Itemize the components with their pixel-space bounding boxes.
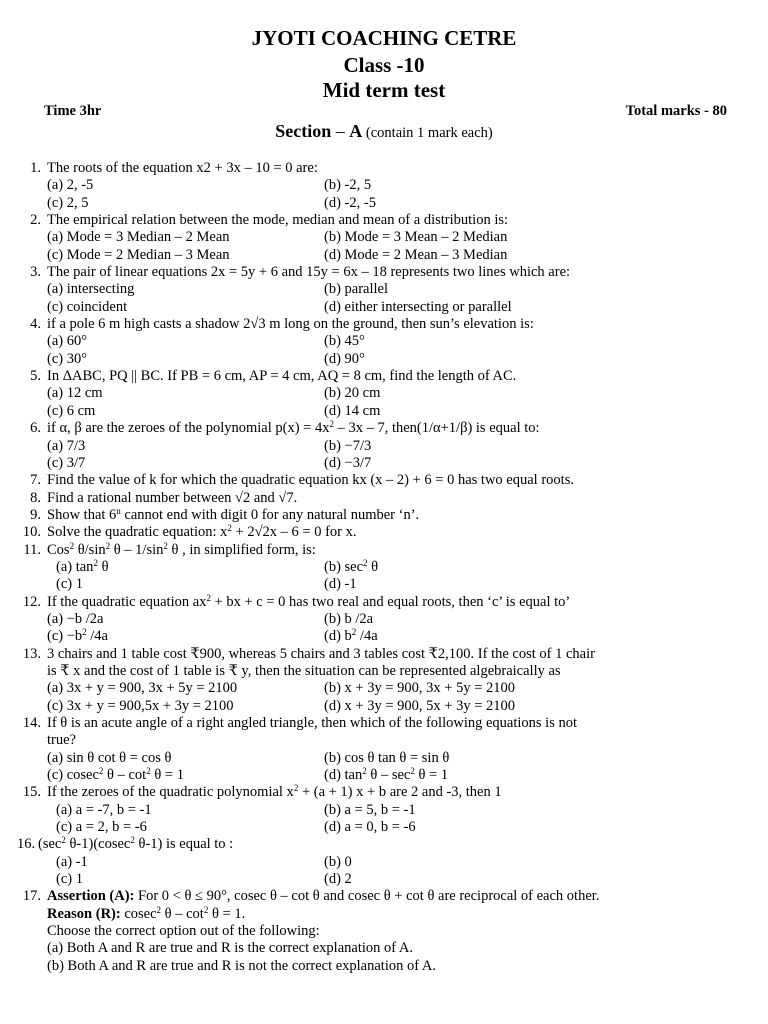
question-number: 10. xyxy=(22,524,41,541)
text-part: θ , in simplified form, is: xyxy=(167,541,316,558)
question-number: 3. xyxy=(30,264,41,281)
question-text xyxy=(47,524,357,541)
text-part: θ xyxy=(97,558,109,575)
option-a xyxy=(56,559,109,576)
exponent: 2 xyxy=(329,419,334,430)
question-text: The pair of linear equations 2x = 5y + 6 and 15y = 6x – 18 represents two lines which are: xyxy=(47,264,571,281)
option-a: (a) 3x + y = 900, 3x + 5y = 2100 xyxy=(47,680,238,697)
option-row xyxy=(0,299,768,316)
option-d: (d) -1 xyxy=(324,576,357,593)
text-part: If the zeroes of the quadratic polynomial x xyxy=(47,784,294,801)
exponent: 2 xyxy=(293,783,299,794)
exponent: 2 xyxy=(146,766,151,777)
text-part: (a) tan xyxy=(56,558,94,575)
option-d: (d) 14 cm xyxy=(324,402,381,419)
exam-title: Mid term test xyxy=(322,78,446,102)
text-part: θ – cot xyxy=(161,905,204,922)
class-title: Class -10 xyxy=(343,53,425,77)
exponent: 2 xyxy=(130,835,135,846)
question-9 xyxy=(0,507,768,524)
time-allowed: Time 3hr xyxy=(44,103,102,119)
question-number: 1. xyxy=(30,160,41,176)
assertion xyxy=(47,888,599,905)
option-row xyxy=(0,698,768,715)
question-12 xyxy=(0,594,768,611)
text-part: /4a xyxy=(86,628,108,645)
question-6 xyxy=(0,420,768,437)
exponent: 2 xyxy=(203,904,209,915)
option-d: (d) 2 xyxy=(324,871,352,888)
question-number: 4. xyxy=(30,316,41,333)
option-d: (d) 90° xyxy=(324,350,365,367)
option-b: (b) 45° xyxy=(324,333,365,350)
option-b xyxy=(324,559,378,576)
option-c xyxy=(47,628,108,645)
question-number: 6. xyxy=(30,420,41,437)
question-number: 16. xyxy=(17,836,36,853)
option-d xyxy=(324,767,448,784)
text-part: (sec xyxy=(38,836,62,853)
section-heading xyxy=(0,121,768,142)
question-8 xyxy=(0,490,768,507)
text-part: θ – 1/sin xyxy=(110,541,164,558)
question-number: 2. xyxy=(30,212,41,229)
question-number: 5. xyxy=(30,368,41,385)
question-text xyxy=(47,784,502,801)
text-part: If the quadratic equation ax xyxy=(47,593,207,610)
section-label: Section xyxy=(275,121,332,141)
option-a: (a) 2, -5 xyxy=(47,177,94,194)
option-c: (c) 3x + y = 900,5x + 3y = 2100 xyxy=(47,697,234,714)
question-17 xyxy=(0,888,768,905)
exponent: 2 xyxy=(61,835,66,846)
question-14 xyxy=(0,715,768,732)
text-part: (b) sec xyxy=(324,558,364,575)
text-part: θ/sin xyxy=(74,541,106,558)
text-part: θ = 1 xyxy=(414,767,449,784)
question-number: 7. xyxy=(30,472,41,489)
option-c: (c) coincident xyxy=(47,298,128,315)
text-part: (c) −b xyxy=(47,628,83,645)
text-part: θ = 1. xyxy=(208,905,246,922)
instruction-text: Choose the correct option out of the following: xyxy=(47,923,320,940)
option-a: (a) 7/3 xyxy=(47,437,86,454)
section-note: (contain 1 mark each) xyxy=(362,125,493,141)
text-part: + (a + 1) x + b are 2 and -3, then 1 xyxy=(298,784,502,801)
text-part: – 3x – 7, then(1/α+1/β) is equal to: xyxy=(333,420,540,437)
option-row xyxy=(0,958,768,975)
exponent: 2 xyxy=(82,627,87,638)
option-row xyxy=(0,177,768,194)
exponent: 2 xyxy=(362,766,367,777)
question-text: The roots of the equation x2 + 3x – 10 = 0 are: xyxy=(47,160,318,176)
question-16 xyxy=(0,836,768,853)
exponent: 2 xyxy=(156,904,162,915)
exponent: 2 xyxy=(163,540,168,551)
question-number: 9. xyxy=(30,506,41,523)
option-row xyxy=(0,871,768,888)
option-d: (d) −3/7 xyxy=(324,454,372,471)
option-row xyxy=(0,628,768,645)
question-text xyxy=(47,594,570,611)
question-3 xyxy=(0,264,768,281)
text-part: cannot end with digit 0 for any natural number ‘n’. xyxy=(120,506,420,523)
text-part: (d) b xyxy=(324,628,352,645)
question-text: Find a rational number between √2 and √7. xyxy=(47,489,298,506)
text-part: cosec xyxy=(120,905,157,922)
option-c: (c) 1 xyxy=(56,576,83,593)
option-a: (a) Both A and R are true and R is the correct explanation of A. xyxy=(47,940,414,957)
question-text: The empirical relation between the mode, median and mean of a distribution is: xyxy=(47,212,509,229)
text-part: Show that 6 xyxy=(47,506,117,523)
question-text: If θ is an acute angle of a right angled triangle, then which of the following equations is not xyxy=(47,715,578,731)
option-d: (d) either intersecting or parallel xyxy=(324,298,512,315)
option-c: (c) 6 cm xyxy=(47,402,96,419)
exponent: 2 xyxy=(227,523,232,534)
option-c: (c) Mode = 2 Median – 3 Mean xyxy=(47,246,230,263)
question-text: if a pole 6 m high casts a shadow 2√3 m long on the ground, then sun’s elevation is: xyxy=(47,316,534,333)
option-b: (b) b /2a xyxy=(324,610,374,627)
section-separator: – xyxy=(331,121,350,141)
question-4 xyxy=(0,316,768,333)
option-a: (a) 60° xyxy=(47,333,88,350)
option-a: (a) sin θ cot θ = cos θ xyxy=(47,749,172,766)
option-row xyxy=(0,403,768,420)
question-11 xyxy=(0,542,768,559)
text-part: (c) cosec xyxy=(47,767,99,784)
option-b: (b) 0 xyxy=(324,853,352,870)
option-d: (d) x + 3y = 900, 5x + 3y = 2100 xyxy=(324,697,515,714)
text-part: (d) tan xyxy=(324,767,363,784)
question-text: 3 chairs and 1 table cost ₹900, whereas 5 chairs and 3 tables cost ₹2,100. If the cost of 1 chair xyxy=(47,645,595,662)
exponent: n xyxy=(116,505,121,516)
question-13 xyxy=(0,646,768,663)
option-row xyxy=(0,576,768,593)
text-part: θ = 1 xyxy=(150,767,184,784)
option-row xyxy=(0,229,768,246)
option-row xyxy=(0,767,768,784)
question-2 xyxy=(0,212,768,229)
question-number: 12. xyxy=(22,593,41,610)
option-a: (a) −b /2a xyxy=(47,610,104,627)
question-number: 17. xyxy=(22,888,41,905)
exponent: 2 xyxy=(410,766,415,777)
institute-name: JYOTI COACHING CETRE xyxy=(251,26,517,50)
question-text xyxy=(38,836,233,853)
option-row xyxy=(0,559,768,576)
text-part: θ xyxy=(367,558,379,575)
question-text xyxy=(47,507,419,524)
option-c: (c) 1 xyxy=(56,871,83,888)
option-d xyxy=(324,628,378,645)
option-b: (b) 20 cm xyxy=(324,385,381,402)
section-letter: A xyxy=(349,121,363,141)
option-a: (a) a = -7, b = -1 xyxy=(56,801,152,818)
option-row xyxy=(0,854,768,871)
question-number: 8. xyxy=(30,489,41,506)
question-10 xyxy=(0,524,768,541)
option-row xyxy=(0,247,768,264)
option-row xyxy=(0,438,768,455)
question-text: true? xyxy=(47,732,76,749)
option-c xyxy=(47,767,184,784)
question-text-continued xyxy=(0,663,768,680)
option-row xyxy=(0,819,768,836)
option-b: (b) cos θ tan θ = sin θ xyxy=(324,749,450,766)
text-part: θ-1)(cosec xyxy=(65,836,131,853)
text-part: θ-1) is equal to : xyxy=(134,836,234,853)
option-b: (b) x + 3y = 900, 3x + 5y = 2100 xyxy=(324,680,515,697)
assertion-text: For 0 < θ ≤ 90°, cosec θ – cot θ and cosec θ + cot θ are reciprocal of each other. xyxy=(134,888,600,905)
option-b: (b) −7/3 xyxy=(324,437,372,454)
option-c: (c) 3/7 xyxy=(47,454,86,471)
option-row xyxy=(0,351,768,368)
option-a: (a) 12 cm xyxy=(47,385,103,402)
question-7 xyxy=(0,472,768,489)
option-a: (a) -1 xyxy=(56,853,88,870)
text-part: /4a xyxy=(356,628,378,645)
question-text: Find the value of k for which the quadratic equation kx (x – 2) + 6 = 0 has two equal roots. xyxy=(47,472,574,489)
reason-label: Reason (R): xyxy=(47,905,121,922)
text-part: θ – cot xyxy=(103,767,147,784)
exponent: 2 xyxy=(206,592,211,603)
option-row xyxy=(0,802,768,819)
exponent: 2 xyxy=(105,540,111,551)
option-c: (c) 30° xyxy=(47,350,88,367)
option-a: (a) Mode = 3 Median – 2 Mean xyxy=(47,229,230,246)
option-row xyxy=(0,940,768,957)
option-d: (d) a = 0, b = -6 xyxy=(324,819,416,836)
reason xyxy=(47,906,245,923)
question-text xyxy=(47,542,316,559)
text-part: if α, β are the zeroes of the polynomial p(x) = 4x xyxy=(47,420,330,437)
text-part: Cos xyxy=(47,541,70,558)
option-b: (b) parallel xyxy=(324,281,389,298)
question-text-continued xyxy=(0,732,768,749)
option-c: (c) a = 2, b = -6 xyxy=(56,819,147,836)
option-d: (d) -2, -5 xyxy=(324,194,376,211)
text-part: + 2√2x – 6 = 0 for x. xyxy=(231,524,357,541)
option-c: (c) 2, 5 xyxy=(47,194,89,211)
option-d: (d) Mode = 2 Mean – 3 Median xyxy=(324,246,508,263)
question-15 xyxy=(0,784,768,801)
question-text: is ₹ x and the cost of 1 table is ₹ y, then the situation can be represented algebraically as xyxy=(47,662,561,679)
option-a: (a) intersecting xyxy=(47,281,135,298)
instruction-row xyxy=(0,923,768,940)
question-text xyxy=(47,420,540,437)
question-number: 15. xyxy=(22,784,41,801)
exponent: 2 xyxy=(98,766,104,777)
question-list xyxy=(0,160,768,975)
question-text: In ΔABC, PQ || BC. If PB = 6 cm, AP = 4 cm, AQ = 8 cm, find the length of AC. xyxy=(47,368,517,385)
text-part: + bx + c = 0 has two real and equal roots, then ‘c’ is equal to’ xyxy=(210,593,571,610)
exponent: 2 xyxy=(363,557,368,568)
option-row xyxy=(0,611,768,628)
question-5 xyxy=(0,368,768,385)
question-1 xyxy=(0,160,768,177)
option-row xyxy=(0,195,768,212)
option-b: (b) -2, 5 xyxy=(324,177,372,194)
total-marks: Total marks - 80 xyxy=(625,103,727,119)
option-b: (b) Both A and R are true and R is not the correct explanation of A. xyxy=(47,957,436,974)
exponent: 2 xyxy=(69,540,75,551)
option-row xyxy=(0,281,768,298)
option-b: (b) Mode = 3 Mean – 2 Median xyxy=(324,229,508,246)
option-row xyxy=(0,333,768,350)
exponent: 2 xyxy=(351,627,357,638)
option-b: (b) a = 5, b = -1 xyxy=(324,801,416,818)
text-part: Solve the quadratic equation: x xyxy=(47,524,228,541)
question-number: 11. xyxy=(23,541,41,558)
text-part: θ – sec xyxy=(366,767,411,784)
reason-row xyxy=(0,906,768,923)
question-number: 14. xyxy=(22,715,41,731)
option-row xyxy=(0,750,768,767)
option-row xyxy=(0,680,768,697)
option-row xyxy=(0,385,768,402)
assertion-label: Assertion (A): xyxy=(47,888,135,905)
exponent: 2 xyxy=(93,557,98,568)
option-row xyxy=(0,455,768,472)
question-number: 13. xyxy=(22,645,41,662)
